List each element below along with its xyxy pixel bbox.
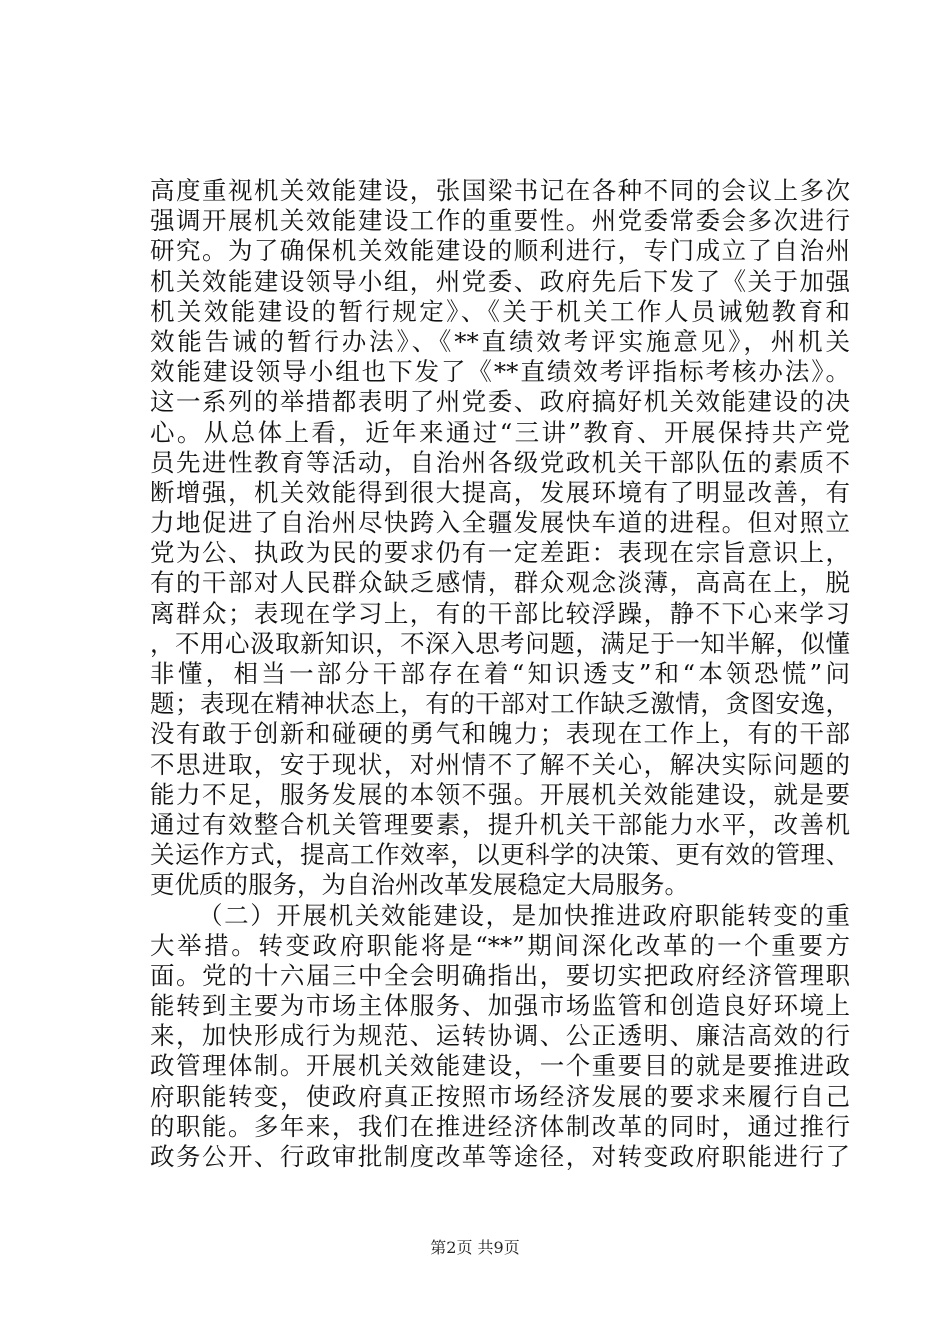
text-line: 府职能转变，使政府真正按照市场经济发展的要求来履行自己 xyxy=(150,1081,850,1111)
text-line: ，不用心汲取新知识，不深入思考问题，满足于一知半解，似懂 xyxy=(150,628,850,658)
text-line: 效能告诫的暂行办法》、《**直绩效考评实施意见》，州机关 xyxy=(150,326,850,356)
text-line: 不思进取，安于现状，对州情不了解不关心，解决实际问题的 xyxy=(150,749,850,779)
text-line: 这一系列的举措都表明了州党委、政府搞好机关效能建设的决 xyxy=(150,387,850,417)
text-line: 机关效能建设的暂行规定》、《关于机关工作人员诫勉教育和 xyxy=(150,296,850,326)
text-line: 研究。为了确保机关效能建设的顺利进行，专门成立了自治州 xyxy=(150,236,850,266)
text-line: 的职能。多年来，我们在推进经济体制改革的同时，通过推行 xyxy=(150,1111,850,1141)
text-line: 通过有效整合机关管理要素，提升机关干部能力水平，改善机 xyxy=(150,809,850,839)
text-line: 来，加快形成行为规范、运转协调、公正透明、廉洁高效的行 xyxy=(150,1021,850,1051)
text-line: 强调开展机关效能建设工作的重要性。州党委常委会多次进行 xyxy=(150,206,850,236)
text-line: 题；表现在精神状态上，有的干部对工作缺乏激情，贪图安逸， xyxy=(150,689,850,719)
text-line: 断增强，机关效能得到很大提高，发展环境有了明显改善，有 xyxy=(150,477,850,507)
text-line: 力地促进了自治州尽快跨入全疆发展快车道的进程。但对照立 xyxy=(150,508,850,538)
text-line: 非懂，相当一部分干部存在着“知识透支”和“本领恐慌”问 xyxy=(150,659,850,688)
text-line: 员先进性教育等活动，自治州各级党政机关干部队伍的素质不 xyxy=(150,447,850,477)
page-footer: 第2页 共9页 xyxy=(430,1238,520,1257)
text-line: （二）开展机关效能建设，是加快推进政府职能转变的重 xyxy=(198,900,850,930)
text-line: 心。从总体上看，近年来通过“三讲”教育、开展保持共产党 xyxy=(150,417,850,447)
text-line: 没有敢于创新和碰硬的勇气和魄力；表现在工作上，有的干部 xyxy=(150,719,850,749)
body-text xyxy=(150,176,850,1172)
text-line: 政管理体制。开展机关效能建设，一个重要目的就是要推进政 xyxy=(150,1051,850,1081)
text-line: 大举措。转变政府职能将是“**”期间深化改革的一个重要方 xyxy=(150,930,850,960)
text-line: 有的干部对人民群众缺乏感情，群众观念淡薄，高高在上，脱 xyxy=(150,568,850,598)
text-line: 能力不足，服务发展的本领不强。开展机关效能建设，就是要 xyxy=(150,779,850,809)
text-line: 高度重视机关效能建设，张国梁书记在各种不同的会议上多次 xyxy=(150,176,850,205)
text-line: 能转到主要为市场主体服务、加强市场监管和创造良好环境上 xyxy=(150,991,850,1021)
text-line: 效能建设领导小组也下发了《**直绩效考评指标考核办法》。 xyxy=(150,357,850,387)
text-line: 离群众；表现在学习上，有的干部比较浮躁，静不下心来学习 xyxy=(150,598,850,628)
text-line: 党为公、执政为民的要求仍有一定差距：表现在宗旨意识上， xyxy=(150,538,850,568)
text-line: 政务公开、行政审批制度改革等途径，对转变政府职能进行了 xyxy=(150,1142,850,1171)
text-line: 面。党的十六届三中全会明确指出，要切实把政府经济管理职 xyxy=(150,960,850,990)
text-line: 关运作方式，提高工作效率，以更科学的决策、更有效的管理、 xyxy=(150,840,850,870)
text-line: 更优质的服务，为自治州改革发展稳定大局服务。 xyxy=(150,870,689,900)
text-line: 机关效能建设领导小组，州党委、政府先后下发了《关于加强 xyxy=(150,266,850,296)
